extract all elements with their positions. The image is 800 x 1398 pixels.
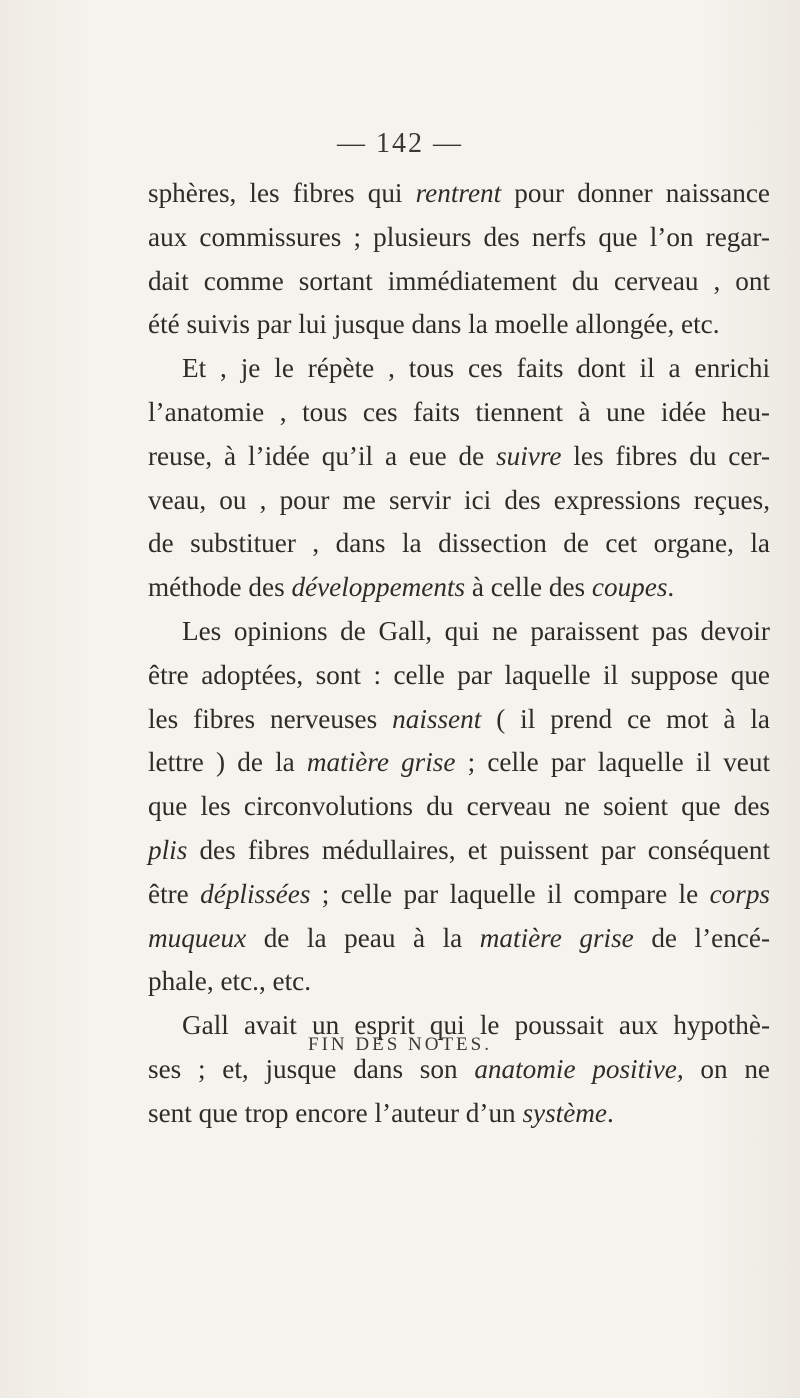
text-line	[148, 610, 770, 654]
text-segment: Les opinions de Gall, qui ne paraissent pas devoir	[182, 615, 770, 646]
text-line	[148, 216, 770, 260]
body-text	[148, 172, 770, 1136]
text-line	[148, 698, 770, 742]
text-line	[148, 785, 770, 829]
text-segment: sphères, les fibres qui	[148, 178, 416, 208]
text-segment: les fibres nerveuses	[148, 703, 393, 734]
text-line	[148, 1092, 770, 1136]
end-of-notes-label: FIN DES NOTES.	[308, 1034, 492, 1055]
italic-text: anatomie positive,	[474, 1053, 684, 1084]
text-segment: phale, etc., etc.	[148, 966, 312, 997]
italic-text: plis	[148, 834, 188, 865]
text-line	[148, 654, 770, 698]
italic-text: corps	[709, 878, 770, 909]
text-segment: .	[607, 1097, 614, 1128]
text-segment: être	[148, 878, 201, 909]
text-line	[148, 829, 770, 873]
text-line	[148, 522, 770, 566]
text-segment: été suivis par lui jusque dans la moelle allongée, etc.	[148, 309, 720, 340]
text-line	[148, 479, 770, 523]
text-segment: l’anatomie , tous ces faits tiennent à une idée heu-	[148, 396, 770, 427]
text-segment: pour donner naissance	[501, 178, 770, 208]
text-segment: à celle des	[465, 572, 592, 603]
italic-text: rentrent	[415, 178, 502, 208]
text-segment: de substituer , dans la dissection de cet organe, la	[148, 528, 770, 559]
italic-text: matière grise	[306, 747, 456, 778]
text-segment: de l’encé-	[633, 922, 770, 953]
text-segment: ; celle par laquelle il veut	[455, 747, 771, 778]
italic-text: matière grise	[479, 922, 634, 953]
text-segment: que les circonvolutions du cerveau ne soient que des	[148, 791, 770, 822]
italic-text: naissent	[392, 703, 482, 734]
italic-text: développements	[291, 572, 466, 603]
text-segment: sent que trop encore l’auteur d’un	[148, 1097, 523, 1128]
text-segment: dait comme sortant immédiatement du cerveau , ont	[148, 265, 770, 296]
text-segment: méthode des	[148, 572, 292, 603]
text-segment: reuse, à l’idée qu’il a eue de	[148, 440, 497, 471]
text-segment: Et , je le répète , tous ces faits dont il a enrichi	[182, 353, 770, 384]
italic-text: déplissées	[200, 878, 311, 909]
text-segment: ses ; et, jusque dans son	[148, 1053, 475, 1084]
page-number: — 142 —	[337, 128, 463, 159]
text-segment: lettre ) de la	[148, 747, 307, 778]
text-segment: on ne	[683, 1053, 770, 1084]
text-segment: aux commissures ; plusieurs des nerfs que l’on regar-	[148, 221, 770, 252]
text-segment: les fibres du cer-	[561, 440, 770, 471]
text-line	[148, 917, 770, 961]
italic-text: suivre	[496, 440, 562, 471]
text-line	[148, 260, 770, 304]
text-line	[148, 347, 770, 391]
text-segment: veau, ou , pour me servir ici des expressions reçues,	[148, 484, 770, 515]
text-line	[148, 741, 770, 785]
italic-text: muqueux	[148, 922, 247, 953]
text-line	[148, 172, 770, 216]
italic-text: coupes	[591, 572, 668, 603]
italic-text: système	[522, 1097, 608, 1128]
text-line	[148, 303, 770, 347]
text-segment: ( il prend ce mot à la	[481, 703, 770, 734]
text-segment: Gall avait un esprit qui le poussait aux hypothè-	[182, 1010, 770, 1041]
text-line	[148, 435, 770, 479]
text-line	[148, 566, 770, 610]
text-segment: de la peau à la	[246, 922, 480, 953]
text-segment: des fibres médullaires, et puissent par conséquent	[187, 834, 770, 865]
text-line	[148, 873, 770, 917]
text-line	[148, 960, 770, 1004]
text-segment: .	[667, 572, 675, 603]
text-segment: être adoptées, sont : celle par laquelle il suppose que	[148, 659, 770, 690]
text-line	[148, 391, 770, 435]
text-segment: ; celle par laquelle il compare le	[310, 878, 710, 909]
